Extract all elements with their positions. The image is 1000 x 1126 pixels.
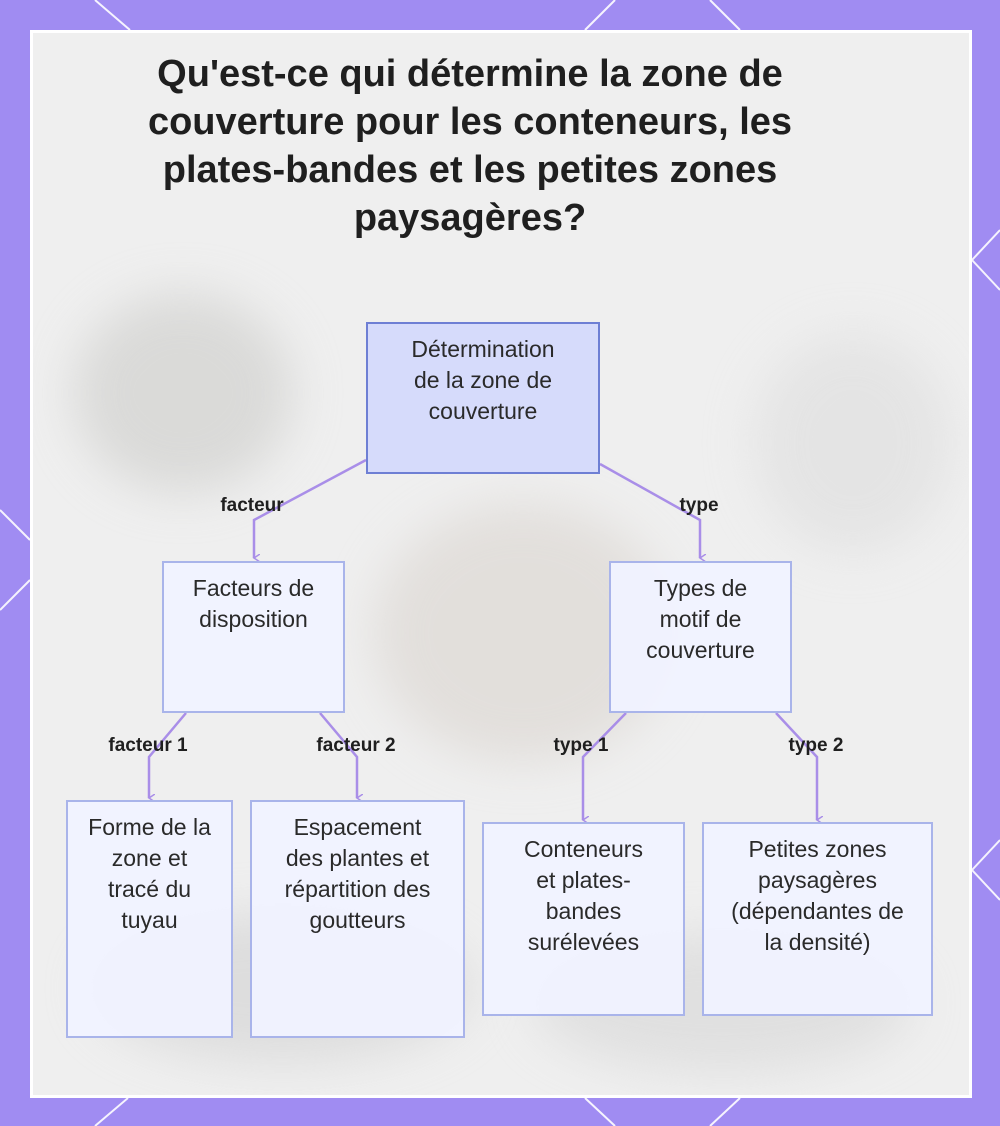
edge-label-facteur-2: facteur 2 [316,735,396,756]
node-containers-label: Conteneurs et plates-bandes surélevées [524,836,643,955]
node-containers [482,822,685,1016]
node-pattern-types [609,561,792,713]
node-shape-layout-label: Forme de la zone et tracé du tuyau [88,814,211,933]
edge-types-containers [583,713,626,820]
node-shape-layout [66,800,233,1038]
diagram-title: Qu'est-ce qui détermine la zone de couverture pour les conteneurs, les plates-bandes et les petites zones paysagères? [147,53,793,239]
node-root-label: Détermination de la zone de couverture [411,336,555,424]
node-plant-spacing-label: Espacement des plantes et répartition des goutteurs [284,814,431,933]
node-small-areas [702,822,933,1016]
node-small-areas-label: Petites zones paysagères (dépendantes de la densité) [731,836,904,955]
node-plant-spacing [250,800,465,1038]
edge-label-facteur-1: facteur 1 [108,735,188,756]
node-pattern-types-label: Types de motif de couverture [646,575,755,663]
edge-label-type-2: type 2 [788,735,844,756]
edge-label-type-1: type 1 [553,735,609,756]
edge-label-type: type [679,495,719,516]
edge-types-small [776,713,817,820]
node-layout-factors-label: Facteurs de disposition [192,575,315,632]
edge-label-facteur: facteur [220,495,284,516]
node-layout-factors [162,561,345,713]
node-root [366,322,600,474]
